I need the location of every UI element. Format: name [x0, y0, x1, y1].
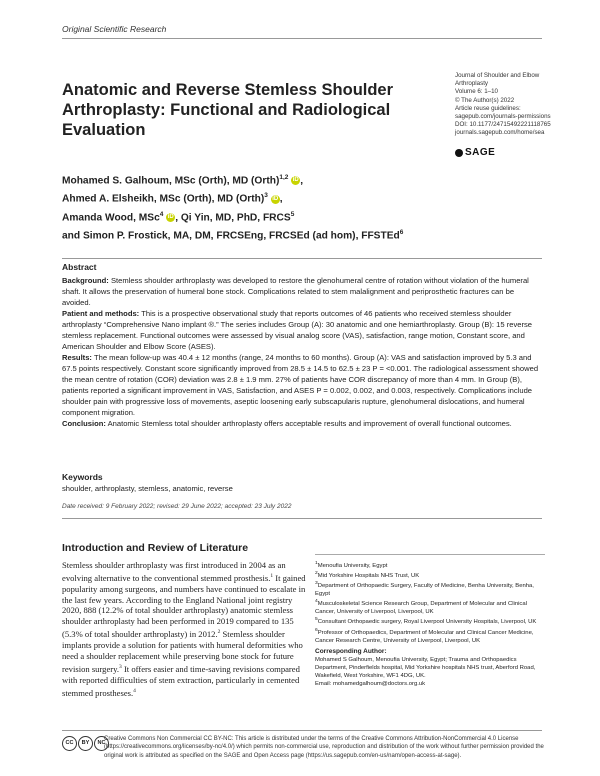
author-line: Amanda Wood, MSc$^4$ iD , Qi Yin, MD, PhD, FRCS$^5$ [62, 210, 295, 224]
journal-info [455, 72, 575, 138]
abstract-background: Background: Stemless shoulder arthroplasty was developed to restore the glenohumeral centre of rotation without violation of the humeral shaft. It allows the preservation of humeral bone stock. Complications related to stem malalignment and periprosthetic fractures can be avoided. [62, 276, 529, 307]
footer-rule [62, 730, 542, 731]
article-dates: Date received: 9 February 2022; revised: 29 June 2022; accepted: 23 July 2022 [62, 503, 292, 510]
journal-line: DOI: 10.1177/24715492221118765 [455, 121, 551, 129]
publisher-logo [455, 147, 495, 158]
affiliation-item: $^6$Professor of Orthopaedics, Department of Molecular and Clinical Cancer Medicine, Cancer Research Centre, University of Liverpool, Liverpool, UK [315, 627, 534, 644]
orcid-icon[interactable]: iD [292, 177, 299, 184]
nc-icon: NC [94, 736, 109, 751]
dates-rule [62, 518, 542, 519]
affiliation-item: $^3$Department of Orthopaedic Surgery, Faculty of Medicine, Benha University, Benha, Egypt [315, 581, 534, 598]
journal-line: journals.sagepub.com/home/sea [455, 129, 545, 137]
article-title: Anatomic and Reverse Stemless Shoulder Arthroplasty: Functional and Radiological Evaluation [62, 81, 394, 139]
abstract-conclusion: Conclusion: Anatomic Stemless total shoulder arthroplasty offers acceptable results and improvement of overall functional outcomes. [62, 419, 512, 428]
corresponding-heading: Corresponding Author: [315, 647, 387, 655]
keywords-text: shoulder, arthroplasty, stemless, anatomic, reverse [62, 483, 233, 493]
journal-line: sagepub.com/journals-permissions [455, 113, 551, 121]
author-line: Mohamed S. Galhoum, MSc (Orth), MD (Orth)$^{1,2}$ iD , [62, 174, 304, 187]
author-list [62, 170, 492, 244]
header-rule [62, 38, 542, 39]
journal-line: Volume 6: 1–10 [455, 88, 499, 96]
intro-body [62, 560, 310, 698]
by-icon: BY [78, 736, 93, 751]
affiliations [315, 560, 545, 688]
cc-icon: CC [62, 736, 77, 751]
orcid-icon[interactable]: iD [272, 195, 279, 202]
affiliation-item: $^2$Mid Yorkshire Hospitals NHS Trust, UK [315, 571, 420, 580]
affiliation-item: $^1$Menoufia University, Egypt [315, 561, 388, 569]
abstract-rule [62, 258, 542, 259]
corresponding-email[interactable]: Email: mohamedgalhoum@doctors.org.uk [315, 681, 426, 688]
sage-logo-icon [455, 149, 463, 157]
orcid-icon[interactable]: iD [167, 213, 174, 220]
abstract-methods: Patient and methods: This is a prospective observational study that reports outcomes of 46 patients who received stemless shoulder arthroplasty “Comprehensive Nano implant ®.” The series includes Group (A): 30 anatomic and one hemiarthroplasty. Group (B): 15 reverse stemless replacement. Functional outcomes were assessed by visual analog score (VAS), satisfaction, range motion, Constant score, and American Shoulder and Elbow Score (ASES). [62, 309, 533, 351]
publisher-name: SAGE [465, 147, 496, 158]
journal-line: © The Author(s) 2022 [455, 96, 515, 104]
keywords-heading: Keywords [62, 472, 103, 482]
journal-line: Journal of Shoulder and Elbow [455, 72, 540, 79]
author-line: Ahmed A. Elsheikh, MSc (Orth), MD (Orth)$^3$ iD , [62, 192, 283, 205]
keywords [62, 472, 542, 494]
abstract-results: Results: The mean follow-up was 40.4 ± 12 months (range, 24 months to 60 months). Group (A): VAS and satisfaction improved by 5.3 and 67.5 points respectively. Constant score significantly improved from 28.5 ± 14.5 to 62.5 ± 23 P = <0.001. The radiological assessment showed the mean centre of rotation (COR) deviation was 2.8 ± 1.9 mm. 27% of patients have COR discrepancy of more than 4 mm. In Group (B), patients reported a significant improvement in VAS, Satisfaction, and ASES P = 0.002, 0.002, and 0.003, respectively. Complications include shoulder pain with progressive loss of movements, aseptic loosening early subscapularis rupture, glenohumeral dislocations, and humeral component migration. [62, 353, 539, 417]
affiliation-rule [315, 554, 545, 555]
intro-paragraph: Stemless shoulder arthroplasty was first introduced in 2004 as an evolving alternative to the conventional stemmed prosthesis.$^1$ It gained popularity among surgeons, and numbers have continued to escalate in the last few years. According to the England National joint registry 2020, 888 (12.2% of total shoulder arthroplasty) anatomic stemless shoulder arthroplasty had been performed in 2019 compared to 135 (5.3% of total shoulder arthroplasty) in 2012.$^2$ Stemless shoulder implants provide a solution for patients with humeral deformities who need a shoulder replacement while preserving bone stock for future revision surgery.$^3$ It offers easier and time-saving revisions compared with reported difficulties of stem extraction, particularly in cemented stemmed prostheses.$^4$ [62, 560, 306, 698]
affiliation-item: $^5$Consultant Orthopaedic surgery, Royal Liverpool University Hospitals, Liverpool, UK [315, 617, 537, 626]
intro-heading: Introduction and Review of Literature [62, 542, 249, 554]
corresponding-text: Mohamed S Galhoum, Menoufia University, Egypt; Trauma and Orthopaedics Department, Pinderfields hospital, Mid Yorkshire hospitals NHS trust, Aberford Road, Wakefield, West Yorkshire, WF1 4DG, UK. [315, 656, 536, 679]
affiliation-item: $^4$Musculoskeletal Science Research Group, Department of Molecular and Clinical Cancer, University of Liverpool, Liverpool, UK [315, 599, 527, 616]
section-label: Original Scientific Research [62, 24, 167, 34]
cc-license-badge[interactable] [62, 736, 109, 751]
author-line: and Simon P. Frostick, MA, DM, FRCSEng, FRCSEd (ad hom), FFSTEd$^6$ [62, 229, 404, 242]
abstract-heading: Abstract [62, 262, 97, 272]
abstract [62, 262, 542, 429]
license-text: Creative Commons Non Commercial CC BY-NC: This article is distributed under the terms of the Creative Commons Attribution-NonCommercial 4.0 License (https://creativecommons.org/licenses/by-nc/4.0/) which permits non-commercial use, reproduction and distribution of the work without further permission provided the original work is attributed as specified on the SAGE and Open Access page (https://us.sagepub.com/en-us/nam/open-access-at-sage). [104, 736, 544, 759]
journal-line: Article reuse guidelines: [455, 104, 521, 112]
journal-line: Arthroplasty [455, 80, 489, 88]
